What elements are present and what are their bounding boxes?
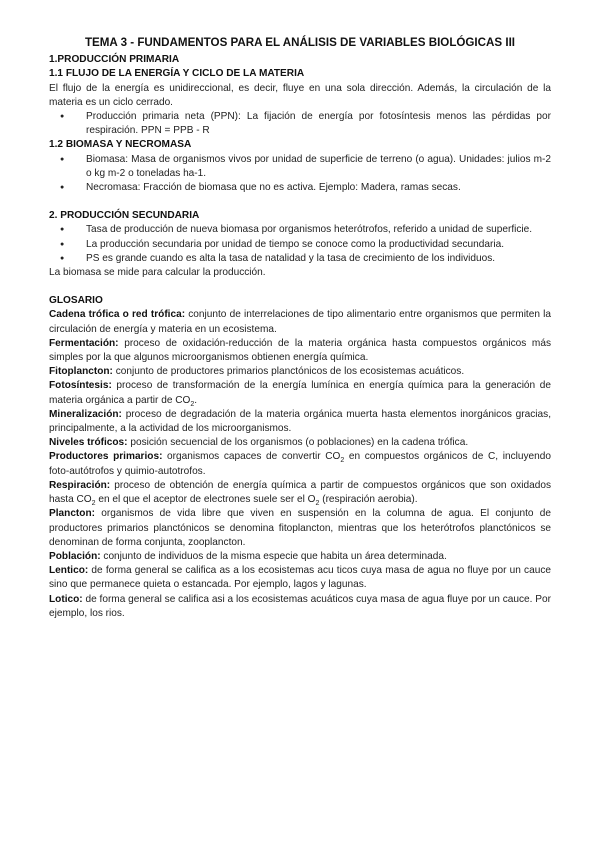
glossary-term: Plancton: (49, 508, 95, 520)
list-item: ● Necromasa: Fracción de biomasa que no es activa. Ejemplo: Madera, ramas secas. (49, 181, 551, 195)
glossary-definition: proceso de oxidación-reducción de la materia orgánica hasta compuestos orgánicos más simples por la que algunos microorganismos obtienen energía química. (49, 337, 551, 364)
glossary-entry (49, 408, 551, 436)
glossary-entry (49, 593, 551, 621)
section-2-heading: 2. PRODUCCIÓN SECUNDARIA (49, 210, 200, 222)
glossary-term: Mineralización: (49, 408, 122, 420)
glossary-term: Fotosíntesis: (49, 380, 112, 392)
section-2-closing: La biomasa se mide para calcular la producción. (49, 267, 266, 279)
glossary-term: Niveles tróficos: (49, 437, 128, 449)
section-1-1-heading: 1.1 FLUJO DE LA ENERGÍA Y CICLO DE LA MATERIA (49, 68, 305, 80)
glossary-definition: conjunto de interrelaciones de tipo alimentario entre organismos que permiten la circulación de energía y materia en un ecosistema. (49, 309, 551, 335)
section-1-1-list (49, 110, 551, 138)
glossary-definition: proceso de transformación de la energía lumínica en energía química para la generación de materia orgánica a partir de CO (49, 380, 551, 406)
glossary-entry (49, 337, 551, 365)
glossary-definition: proceso de obtención de energía química a partir de compuestos orgánicos que son oxidados hasta CO (49, 479, 551, 506)
glossary-definition: organismos de vida libre que viven en suspensión en la columna de agua. El conjunto de productores primarios planctónicos se denomina fitoplancton, mientras que los heterótrofos planctónicos se denominan de forma conjunta, zooplancton. (49, 508, 551, 548)
glossary-term: Lentico: (49, 565, 89, 577)
glossary-definition: conjunto de productores primarios planctónicos de los ecosistemas acuáticos. (112, 366, 465, 378)
glossary-term: Fitoplancton: (49, 366, 113, 378)
glossary-definition-tail: en compuestos orgánicos de C, incluyendo foto-autótrofos y quimio-autotrofos. (49, 451, 551, 477)
section-1-2-heading: 1.2 BIOMASA Y NECROMASA (49, 139, 192, 151)
glossary-entry (49, 564, 551, 592)
glossary-definition-tail: . (194, 394, 198, 406)
glossary-entry (49, 450, 551, 478)
glossary-definition: conjunto de individuos de la misma especie que habita un área determinada. (100, 550, 447, 562)
glossary-term: Productores primarios: (49, 451, 163, 463)
glossary-entry (49, 479, 551, 507)
document-page (49, 36, 551, 621)
glossary-entry (49, 507, 551, 550)
glossary-definition-tail: en el que el aceptor de electrones suele ser el O (95, 494, 316, 506)
glossary-definition: organismos capaces de convertir CO (162, 451, 341, 463)
glossary-definition: de forma general se califica asi a los ecosistemas acuáticos cuya masa de agua fluye por un cauce. Por ejemplo, los rios. (49, 593, 551, 619)
subscript: 2 (340, 457, 345, 465)
glossary-term: Lotico: (49, 593, 83, 605)
section-1-2-list (49, 153, 551, 196)
section-1-1-text: El flujo de la energía es unidireccional, es decir, fluye en una sola dirección. Además, la circulación de la materia es un ciclo cerrado. (49, 82, 551, 108)
glossary-definition: posición secuencial de los organismos (o poblaciones) en la cadena trófica. (127, 437, 469, 449)
glossary-term: Población: (49, 550, 101, 562)
subscript: 2 (315, 500, 320, 508)
glossary-term: Respiración: (49, 479, 111, 491)
glossary-definition: de forma general se califica as a los ecosistemas acu ticos cuya masa de agua no fluye por un cauce sino que permanece quieta o estancada. Por ejemplo, lagos y lagunas. (49, 565, 551, 591)
section-2-list (49, 223, 551, 266)
section-1-heading: 1.PRODUCCIÓN PRIMARIA (49, 54, 180, 66)
glossary-term: Cadena trófica o red trófica: (49, 309, 186, 321)
subscript: 2 (91, 500, 96, 508)
list-item: ● Tasa de producción de nueva biomasa por organismos heterótrofos, referido a unidad de superficie. (49, 223, 551, 237)
subscript: 2 (190, 400, 195, 408)
glossary-entry (49, 308, 551, 336)
list-item: ● Producción primaria neta (PPN): La fijación de energía por fotosíntesis menos las pérdidas por respiración. PPN = PPB - R (49, 110, 551, 138)
list-item: ● Biomasa: Masa de organismos vivos por unidad de superficie de terreno (o agua). Unidades: julios m-2 o kg m-2 o toneladas ha-1. (49, 153, 551, 181)
glossary-entry (49, 365, 551, 379)
list-item: ● PS es grande cuando es alta la tasa de natalidad y la tasa de crecimiento de los individuos. (49, 252, 551, 266)
list-item: ● La producción secundaria por unidad de tiempo se conoce como la productividad secundaria. (49, 238, 551, 252)
glossary-definition-tail: (respiración aerobia). (319, 494, 418, 506)
glossary-term: Fermentación: (49, 337, 119, 349)
glossary-entry (49, 550, 551, 564)
document-title: TEMA 3 - FUNDAMENTOS PARA EL ANÁLISIS DE VARIABLES BIOLÓGICAS III (84, 36, 516, 49)
glossary-definition: proceso de degradación de la materia orgánica muerta hasta elementos inorgánicos gracias, principalmente, a la actividad de los microorganismos. (49, 408, 551, 435)
glossary-entry (49, 379, 551, 407)
glossary-entry (49, 436, 551, 450)
glossary-heading: GLOSARIO (49, 295, 103, 307)
